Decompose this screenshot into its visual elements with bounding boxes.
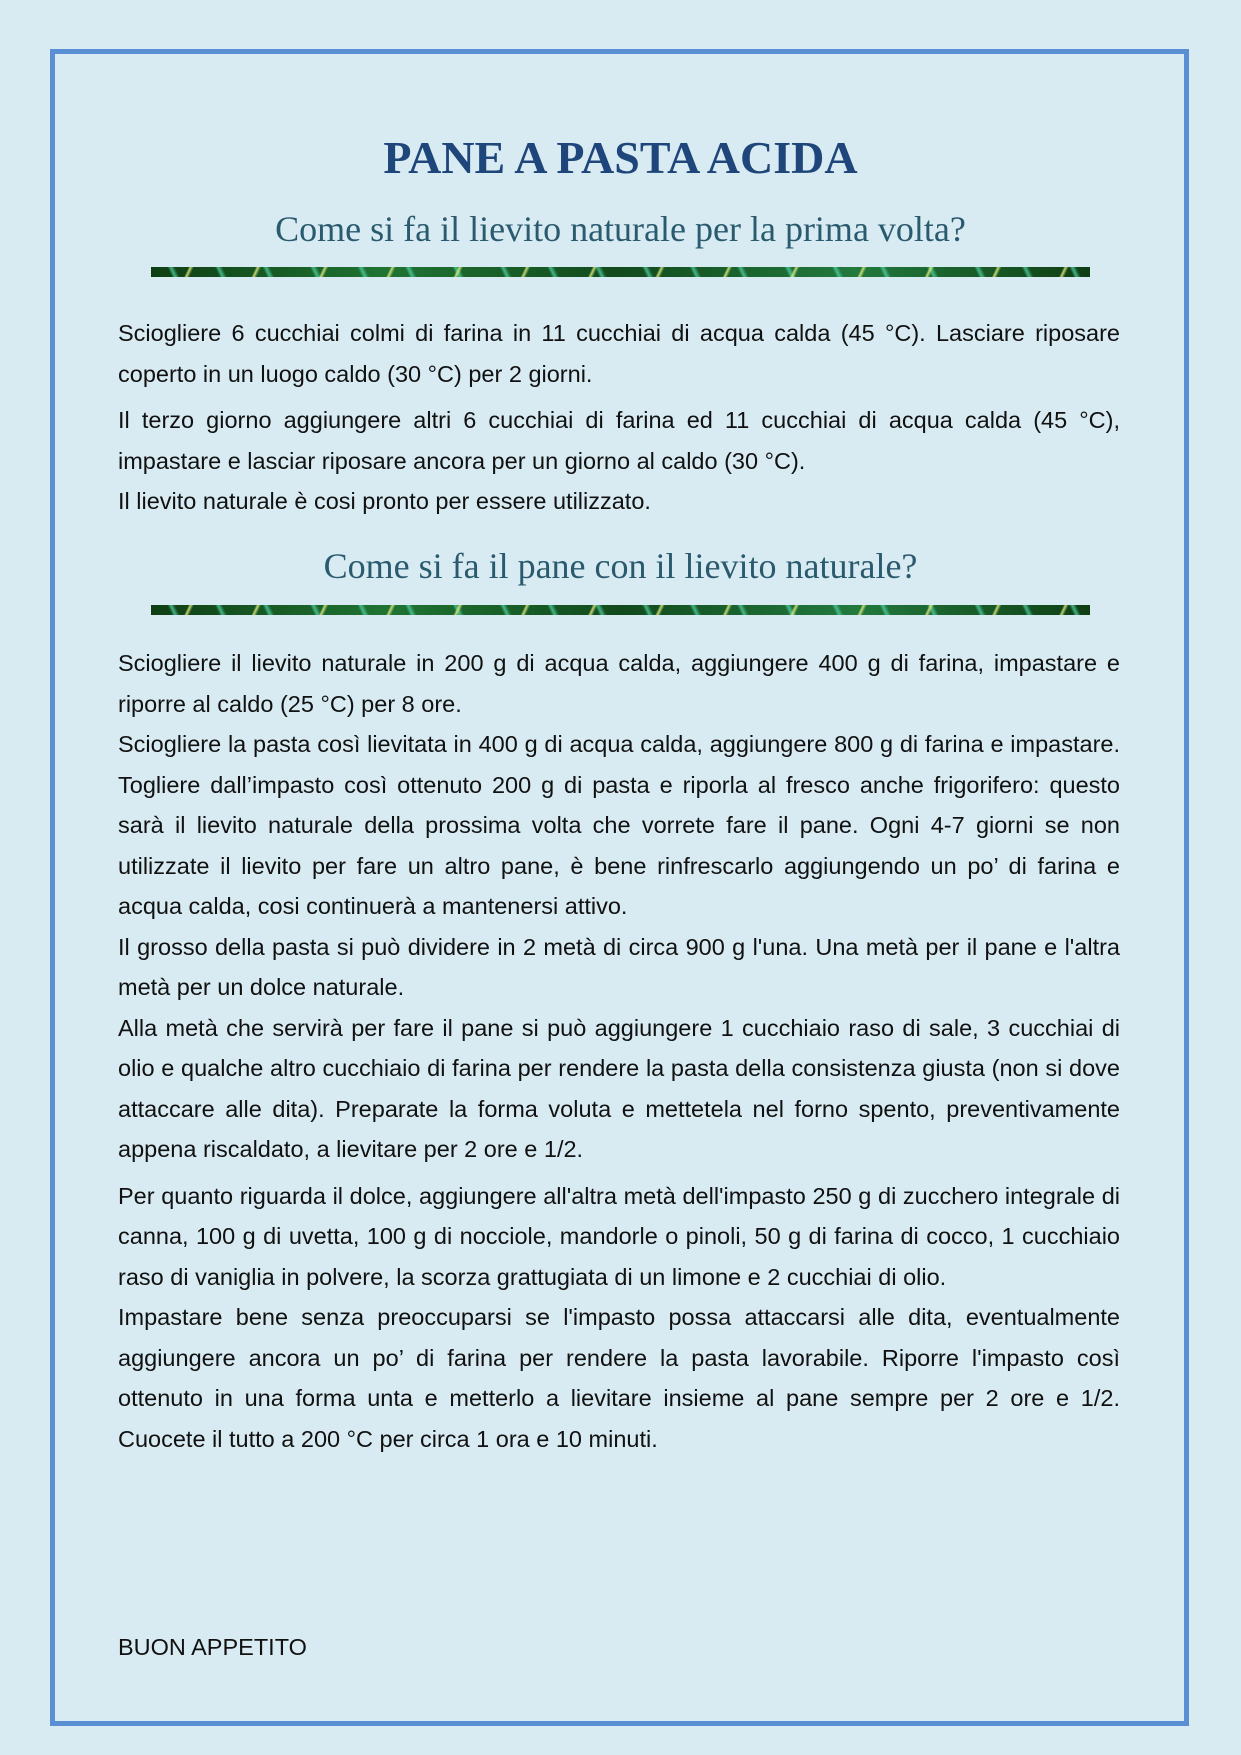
section-bread-instructions bbox=[118, 643, 1120, 1459]
decorative-divider bbox=[151, 267, 1090, 277]
paragraph: Il terzo giorno aggiungere altri 6 cucchiai di farina ed 11 cucchiai di acqua calda (45 °C), impastare e lasciar riposare ancora per un giorno al caldo (30 °C). bbox=[118, 407, 1120, 474]
closing-text: BUON APPETITO bbox=[118, 1634, 307, 1660]
decorative-divider bbox=[151, 605, 1090, 615]
paragraph: Sciogliere la pasta così lievitata in 400 g di acqua calda, aggiungere 800 g di farina e impastare. Togliere dall’impasto così ottenuto 200 g di pasta e riporla al fresco anche frigorifero: questo sarà il lievito naturale della prossima volta che vorrete fare il pane. Ogni 4-7 giorni se non utilizzate il lievito per fare un altro pane, è bene rinfrescarlo aggiungendo un po’ di farina e acqua calda, cosi continuerà a mantenersi attivo. bbox=[118, 731, 1120, 919]
section-heading-starter: Come si fa il lievito naturale per la prima volta? bbox=[275, 209, 966, 249]
paragraph: Sciogliere il lievito naturale in 200 g di acqua calda, aggiungere 400 g di farina, impastare e riporre al caldo (25 °C) per 8 ore. bbox=[118, 650, 1120, 717]
paragraph: Impastare bene senza preoccuparsi se l'impasto possa attaccarsi alle dita, eventualmente aggiungere ancora un po’ di farina per rendere la pasta lavorabile. Riporre l'impasto così ottenuto in una forma unta e metterlo a lievitare insieme al pane sempre per 2 ore e 1/2. Cuocete il tutto a 200 °C per circa 1 ora e 10 minuti. bbox=[118, 1304, 1120, 1452]
paragraph: Per quanto riguarda il dolce, aggiungere all'altra metà dell'impasto 250 g di zucchero integrale di canna, 100 g di uvetta, 100 g di nocciole, mandorle o pinoli, 50 g di farina di cocco, 1 cucchiaio raso di vaniglia in polvere, la scorza grattugiata di un limone e 2 cucchiai di olio. bbox=[118, 1182, 1120, 1290]
paragraph: Sciogliere 6 cucchiai colmi di farina in 11 cucchiai di acqua calda (45 °C). Lasciare riposare coperto in un luogo caldo (30 °C) per 2 giorni. bbox=[118, 320, 1120, 387]
document-title: PANE A PASTA ACIDA bbox=[383, 132, 858, 183]
section-starter-instructions bbox=[118, 313, 1120, 528]
paragraph: Il grosso della pasta si può dividere in 2 metà di circa 900 g l'una. Una metà per il pane e l'altra metà per un dolce naturale. bbox=[118, 933, 1120, 1000]
paragraph: Il lievito naturale è cosi pronto per essere utilizzato. bbox=[118, 488, 651, 514]
section-heading-bread: Come si fa il pane con il lievito naturale? bbox=[323, 546, 918, 586]
paragraph: Alla metà che servirà per fare il pane si può aggiungere 1 cucchiaio raso di sale, 3 cucchiai di olio e qualche altro cucchiaio di farina per rendere la pasta della consistenza giusta (non si dove attaccare alle dita). Preparate la forma voluta e mettetela nel forno spento, preventivamente appena riscaldato, a lievitare per 2 ore e 1/2. bbox=[118, 1014, 1120, 1162]
